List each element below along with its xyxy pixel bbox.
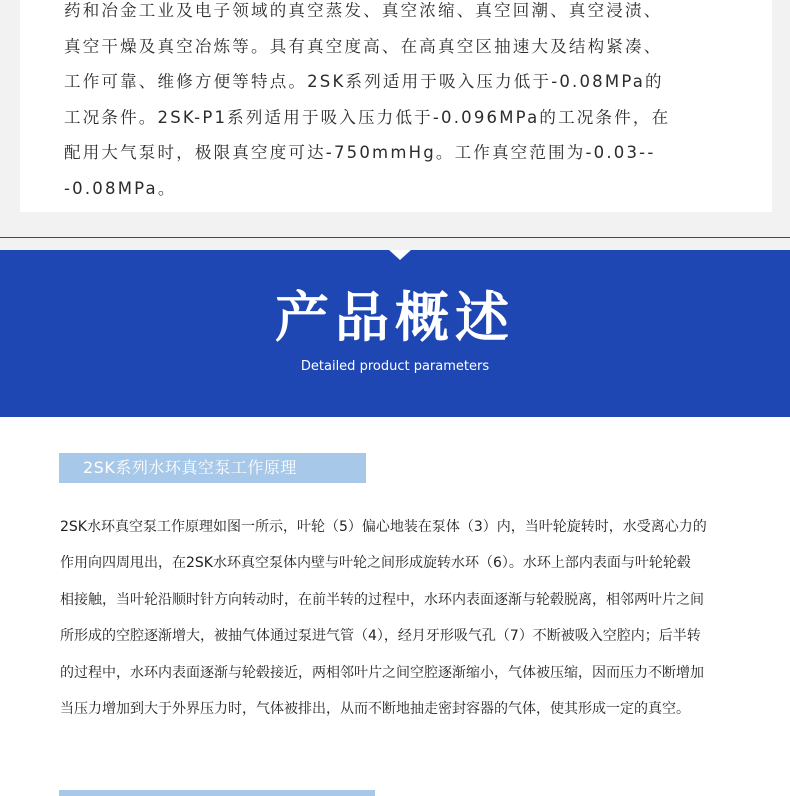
intro-card (20, 0, 772, 212)
principle-line: 的过程中，水环内表面逐渐与轮毂接近，两相邻叶片之间空腔逐渐缩小，气体被压缩，因而压力不断增加 (60, 664, 704, 681)
intro-line: 真空干燥及真空冶炼等。具有真空度高、在高真空区抽速大及结构紧凑、 (64, 36, 663, 56)
banner-notch (389, 250, 411, 260)
section-heading: 2SK系列水环真空泵工作原理 (59, 453, 366, 483)
principle-line: 2SK水环真空泵工作原理如图一所示，叶轮（5）偏心地装在泵体（3）内，当叶轮旋转时，水受离心力的 (60, 519, 707, 535)
principle-line: 当压力增加到大于外界压力时，气体被排出，从而不断地抽走密封容器的气体，使其形成一定的真空。 (60, 701, 690, 718)
banner-title: 产品概述 (275, 286, 515, 349)
intro-line: -0.08MPa。 (64, 178, 177, 198)
banner-subtitle: Detailed product parameters (300, 359, 490, 374)
principle-line: 作用向四周甩出，在2SK水环真空泵体内壁与叶轮之间形成旋转水环（6）。水环上部内表面与叶轮轮毂 (60, 555, 691, 572)
intro-line: 工况条件。2SK-P1系列适用于吸入压力低于-0.096MPa的工况条件，在 (64, 107, 671, 127)
principle-line: 相接触，当叶轮沿顺时针方向转动时，在前半转的过程中，水环内表面逐渐与轮毂脱离，相邻两叶片之间 (60, 591, 704, 608)
intro-paragraph (64, 0, 754, 206)
principle-paragraph (60, 509, 760, 727)
next-section-bar (59, 790, 375, 796)
intro-line: 配用大气泵时，极限真空度可达-750mmHg。工作真空范围为-0.03-- (64, 143, 656, 162)
intro-line: 工作可靠、维修方便等特点。2SK系列适用于吸入压力低于-0.08MPa的 (64, 72, 664, 91)
principle-line: 所形成的空腔逐渐增大，被抽气体通过泵进气管（4），经月牙形吸气孔（7）不断被吸入空腔内；后半转 (60, 628, 701, 645)
intro-line: 药和冶金工业及电子领域的真空蒸发、真空浓缩、真空回潮、真空浸渍、 (64, 1, 663, 20)
section-divider (0, 237, 790, 238)
